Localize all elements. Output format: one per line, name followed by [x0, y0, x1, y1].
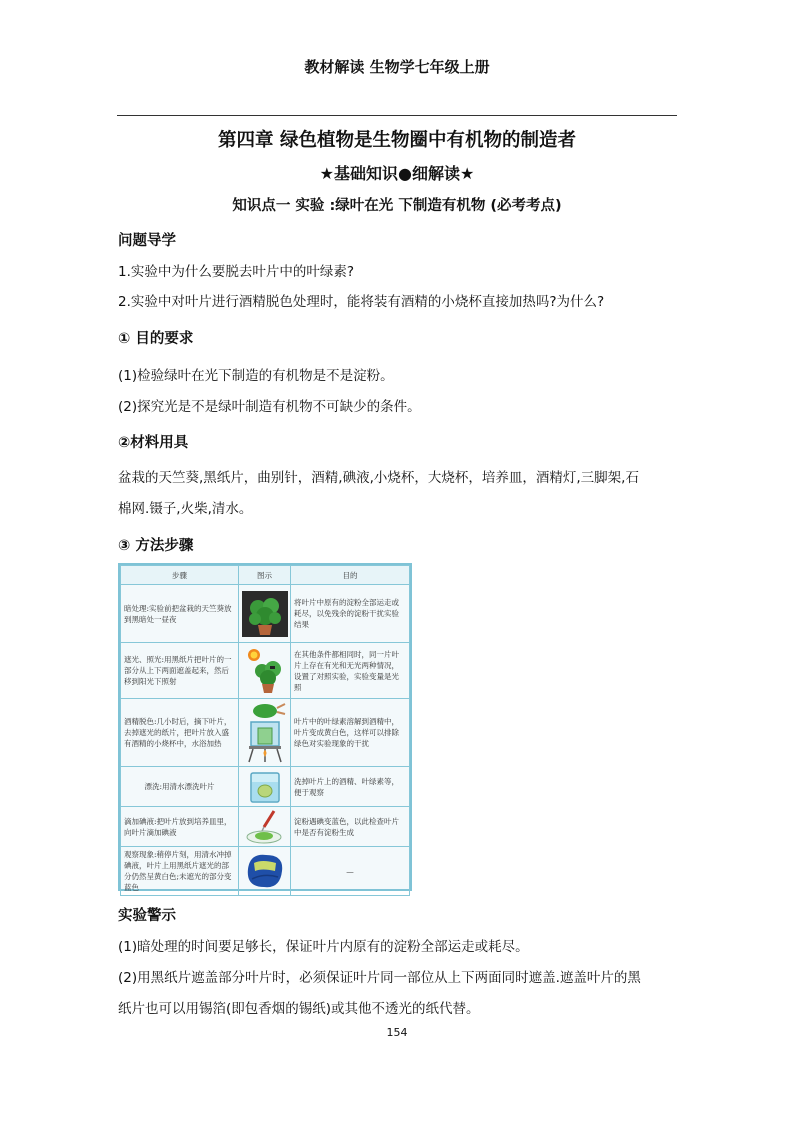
- materials-heading: ②材料用具: [118, 435, 189, 451]
- table-header-step: 步骤: [121, 566, 239, 585]
- step-cell: 遮光、照光:用黑纸片把叶片的一部分从上下两面遮盖起来，然后移到阳光下照射: [121, 643, 239, 699]
- warning-heading: 实验警示: [118, 908, 176, 924]
- purpose-cell: 叶片中的叶绿素溶解到酒精中，叶片变成黄白色，这样可以排除绿色对实验现象的干扰: [291, 699, 410, 767]
- step-cell: 酒精脱色:几小时后，摘下叶片，去掉遮光的纸片，把叶片放入盛有酒精的小烧杯中，水浴加热: [121, 699, 239, 767]
- step-cell: 漂洗:用清水漂洗叶片: [121, 767, 239, 807]
- purpose-cell: 洗掉叶片上的酒精、叶绿素等，便于观察: [291, 767, 410, 807]
- step-cell: 滴加碘液:把叶片放到培养皿里，向叶片滴加碘液: [121, 807, 239, 847]
- purpose-cell: 在其他条件都相同时，同一片叶片上存在有光和无光两种情况，设置了对照实验，实验变量是光照: [291, 643, 410, 699]
- warning-item-2: (2)用黑纸片遮盖部分叶片时，必须保证叶片同一部位从上下两面同时遮盖.遮盖叶片的黑: [118, 970, 641, 986]
- running-header: 教材解读 生物学七年级上册: [304, 58, 490, 76]
- water-bath-heating-icon: [239, 699, 291, 767]
- chapter-title: 第四章 绿色植物是生物圈中有机物的制造者: [218, 130, 576, 151]
- table-row: [121, 699, 410, 767]
- guide-question-1: 1.实验中为什么要脱去叶片中的叶绿素?: [118, 264, 355, 280]
- purpose-cell: 淀粉遇碘变蓝色，以此检查叶片中是否有淀粉生成: [291, 807, 410, 847]
- table-row: [121, 643, 410, 699]
- table-row: [121, 847, 410, 896]
- materials-line-1: 盆栽的天竺葵,黑纸片，曲别针，酒精,碘液,小烧杯，大烧杯，培养皿，酒精灯,三脚架,石: [118, 470, 639, 486]
- purpose-item-2: (2)探究光是不是绿叶制造有机物不可缺少的条件。: [118, 399, 421, 415]
- table-row: [121, 585, 410, 643]
- potted-plant-dark-icon: [239, 585, 291, 643]
- stained-leaf-icon: [239, 847, 291, 896]
- table-row: [121, 807, 410, 847]
- table-row: [121, 767, 410, 807]
- purpose-cell: —: [291, 847, 410, 896]
- purpose-item-1: (1)检验绿叶在光下制造的有机物是不是淀粉。: [118, 368, 394, 384]
- knowledge-point-title: 知识点一 实验 :绿叶在光 下制造有机物 (必考考点): [232, 198, 562, 214]
- purpose-heading: ① 目的要求: [118, 331, 194, 347]
- plant-under-sun-icon: [239, 643, 291, 699]
- materials-line-2: 棉网.镊子,火柴,清水。: [118, 501, 253, 517]
- method-heading: ③ 方法步骤: [118, 538, 194, 554]
- header-rule: [117, 115, 677, 116]
- purpose-cell: 将叶片中原有的淀粉全部运走或耗尽，以免残余的淀粉干扰实验结果: [291, 585, 410, 643]
- step-cell: 暗处理:实验前把盆栽的天竺葵放到黑暗处一昼夜: [121, 585, 239, 643]
- step-cell: 观察现象:稍停片刻，用清水冲掉碘液，叶片上用黑纸片遮光的部分仍然呈黄白色;未遮光的部分变蓝色: [121, 847, 239, 896]
- warning-item-2-cont: 纸片也可以用锡箔(即包香烟的锡纸)或其他不透光的纸代替。: [118, 1001, 480, 1017]
- section-subtitle: ★基础知识●细解读★: [319, 164, 475, 183]
- rinse-beaker-icon: [239, 767, 291, 807]
- table-header-figure: 图示: [239, 566, 291, 585]
- method-steps-table: [118, 563, 412, 891]
- guide-heading: 问题导学: [118, 233, 176, 249]
- iodine-dropper-icon: [239, 807, 291, 847]
- table-header-purpose: 目的: [291, 566, 410, 585]
- warning-item-1: (1)暗处理的时间要足够长，保证叶片内原有的淀粉全部运走或耗尽。: [118, 939, 529, 955]
- page-number: 154: [386, 1026, 408, 1039]
- guide-question-2: 2.实验中对叶片进行酒精脱色处理时，能将装有酒精的小烧杯直接加热吗?为什么?: [118, 294, 605, 310]
